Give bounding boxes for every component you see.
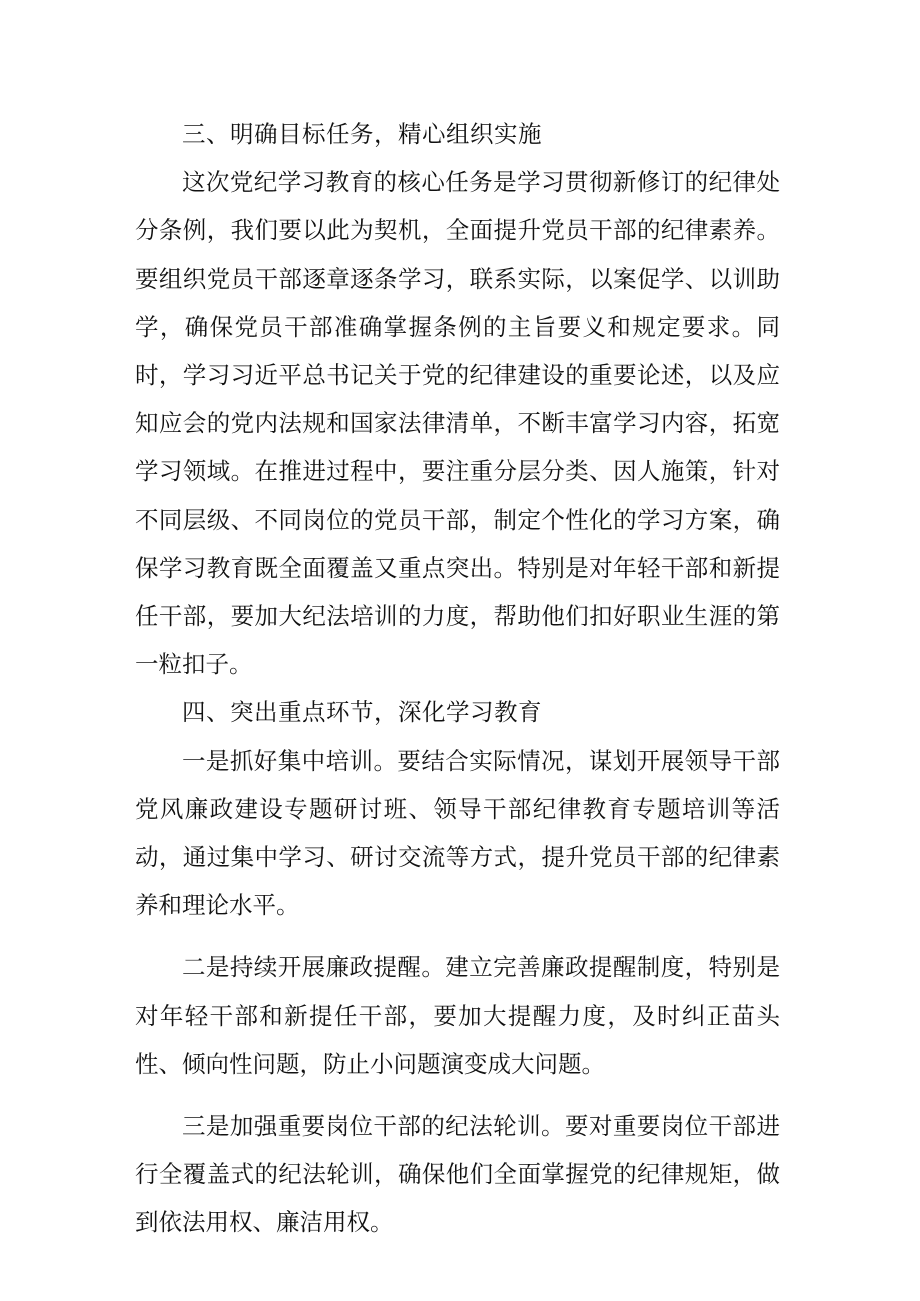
- paragraph-item-3: 三是加强重要岗位干部的纪法轮训。要对重要岗位干部进行全覆盖式的纪法轮训，确保他们全面掌握党的纪律规矩，做到依法用权、廉洁用权。: [135, 1112, 780, 1237]
- section-heading-4: 四、突出重点环节，深化学习教育: [182, 698, 542, 727]
- document-body: [135, 110, 780, 1247]
- paragraph-item-2: 二是持续开展廉政提醒。建立完善廉政提醒制度，特别是对年轻干部和新提任干部，要加大提醒力度，及时纠正苗头性、倾向性问题，防止小问题演变成大问题。: [135, 953, 780, 1078]
- section-heading-3: 三、明确目标任务，精心组织实施: [182, 120, 542, 148]
- paragraph-core-task: 这次党纪学习教育的核心任务是学习贯彻新修订的纪律处分条例，我们要以此为契机，全面提升党员干部的纪律素养。要组织党员干部逐章逐条学习，联系实际，以案促学、以训助学，确保党员干部准确掌握条例的主旨要义和规定要求。同时，学习习近平总书记关于党的纪律建设的重要论述，以及应知应会的党内法规和国家法律清单，不断丰富学习内容，拓宽学习领域。在推进过程中，要注重分层分类、因人施策，针对不同层级、不同岗位的党员干部，制定个性化的学习方案，确保学习教育既全面覆盖又重点突出。特别是对年轻干部和新提任干部，要加大纪法培训的力度，帮助他们扣好职业生涯的第一粒扣子。: [135, 168, 780, 679]
- paragraph-item-1: 一是抓好集中培训。要结合实际情况，谋划开展领导干部党风廉政建设专题研讨班、领导干部纪律教育专题培训等活动，通过集中学习、研讨交流等方式，提升党员干部的纪律素养和理论水平。: [135, 746, 780, 920]
